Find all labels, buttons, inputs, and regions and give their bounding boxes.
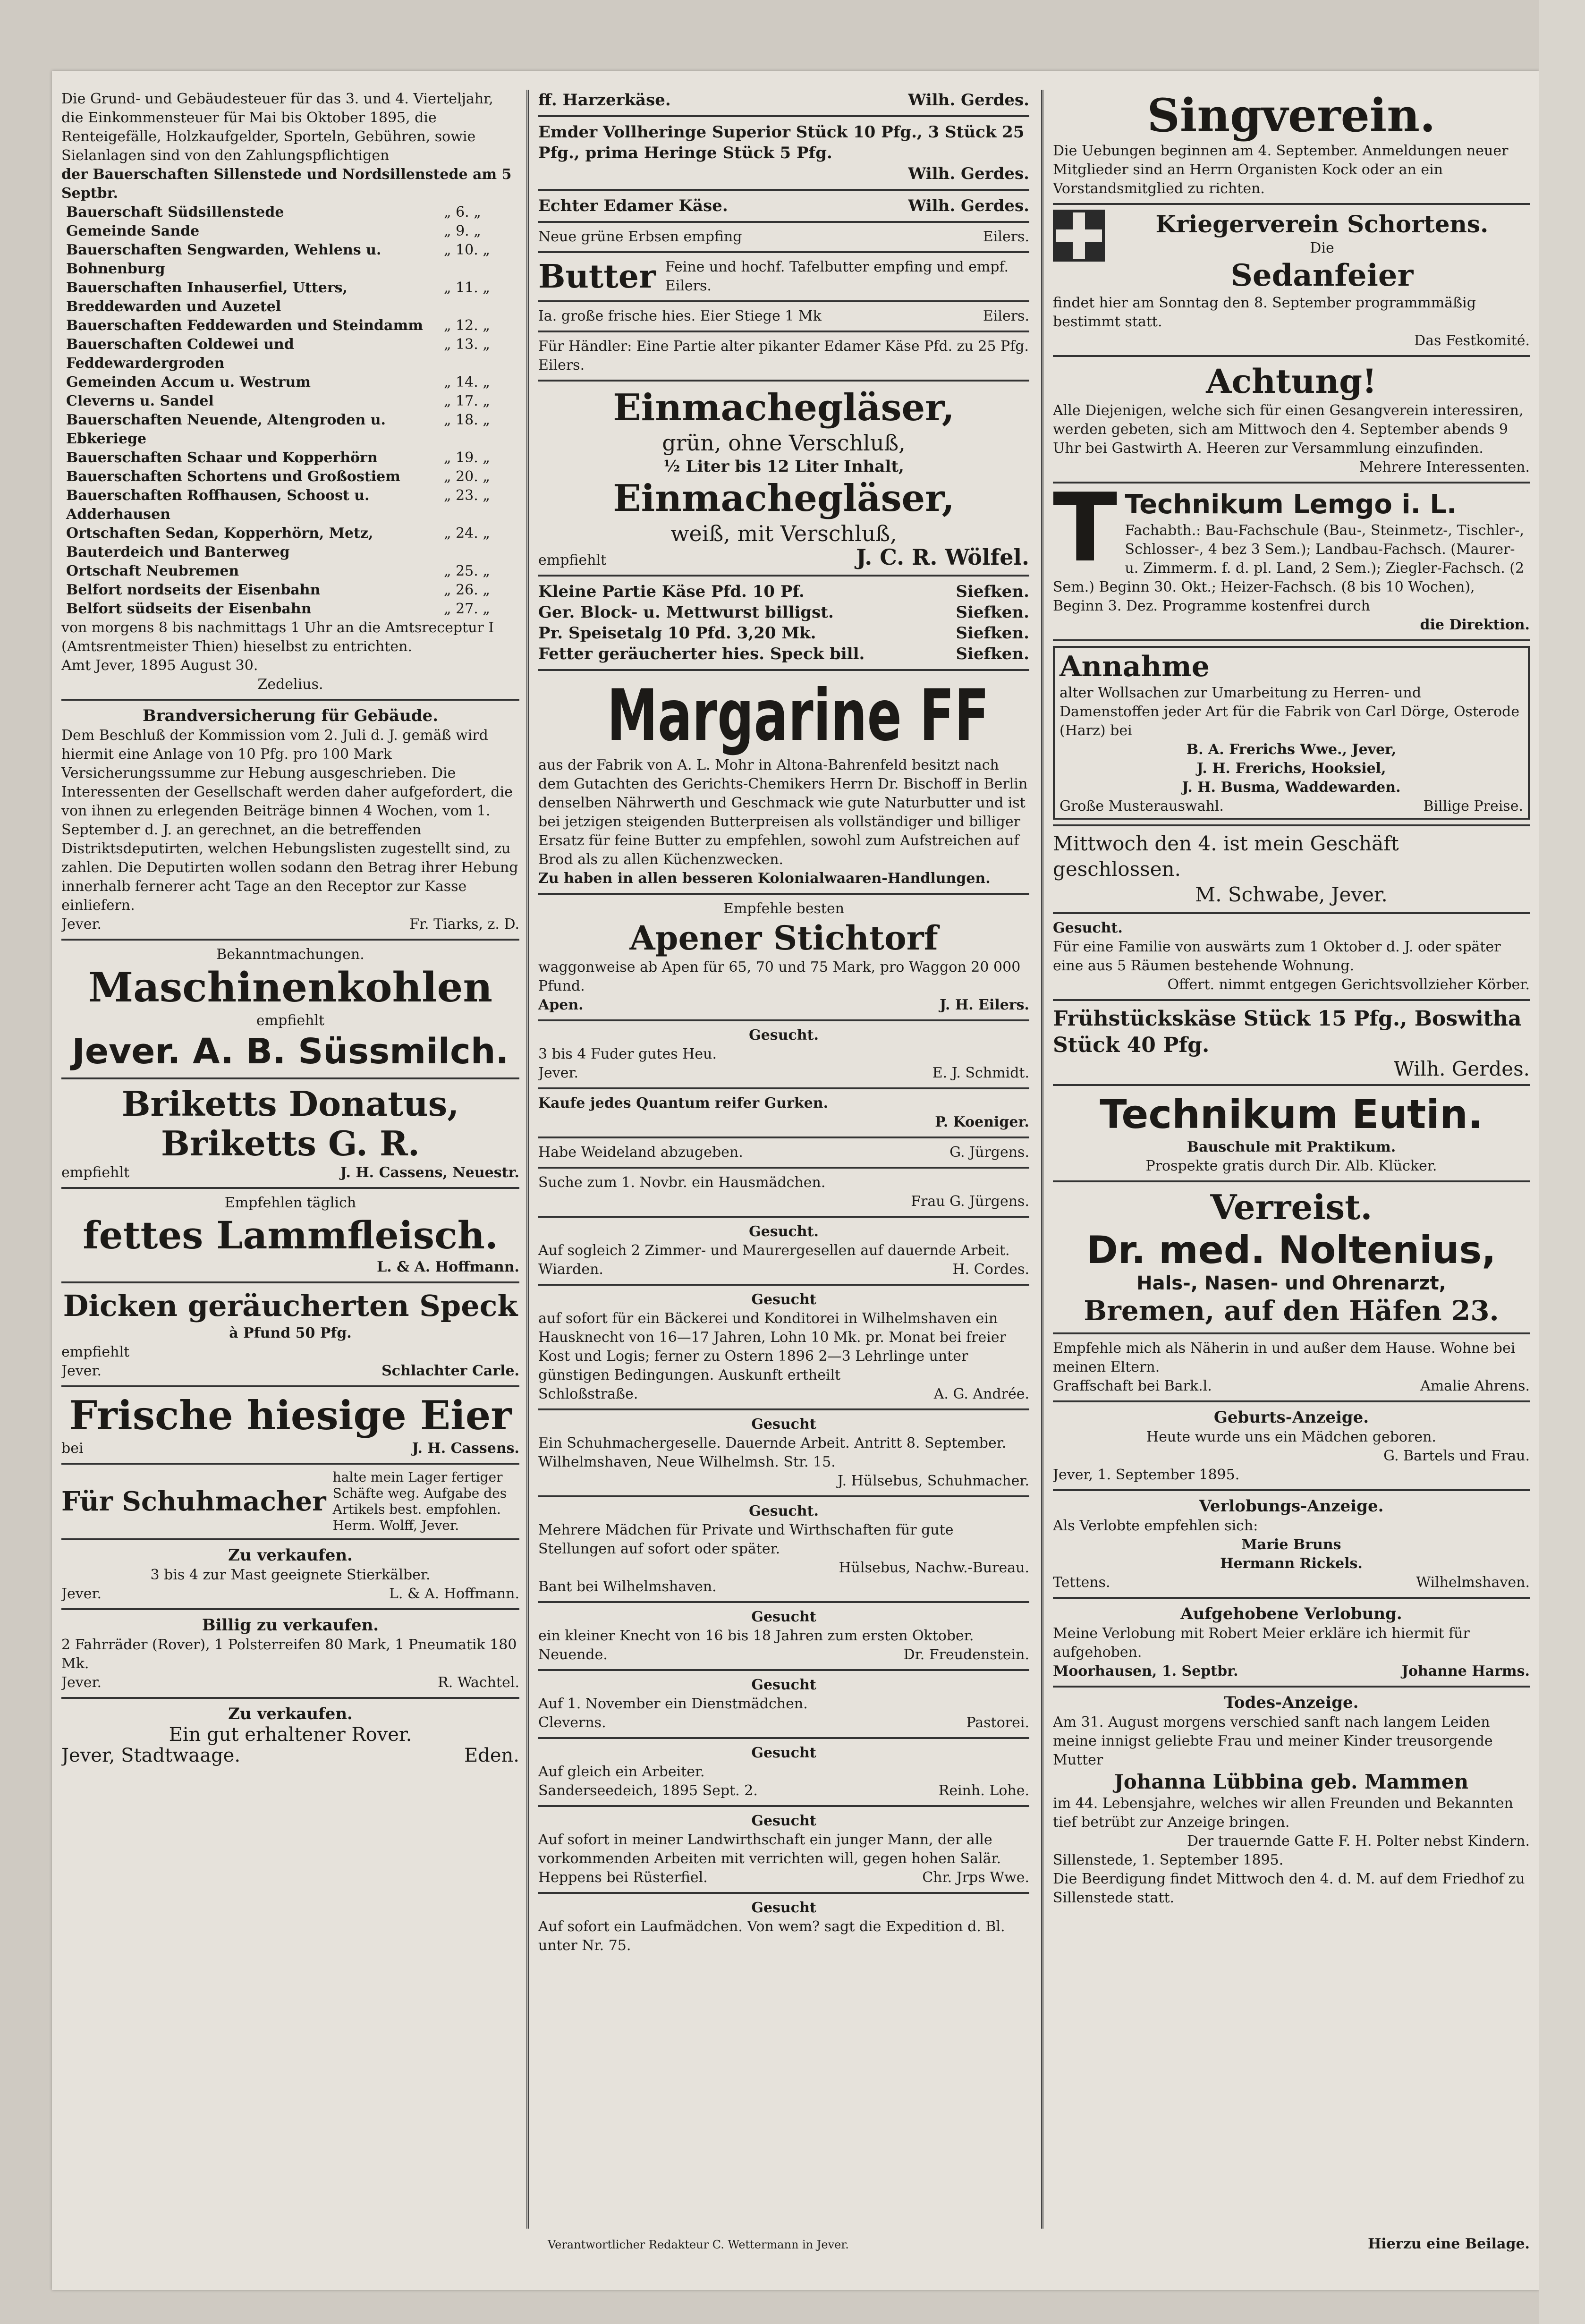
divider — [538, 300, 1029, 302]
brand-place: Jever. — [61, 916, 102, 933]
tax-row-name: Belfort nordseits der Eisenbahn — [66, 582, 321, 598]
krieger-title: Kriegerverein Schortens. — [1155, 210, 1489, 238]
margarine-text: aus der Fabrik von A. L. Mohr in Altona-Bahrenfeld besitzt nach dem Gutachten des Gerichts-Chemikers Herrn Dr. Bischoff in Berlin denselben Nährwerth und Geschmack wie gute Naturbutter und ist bei jetzigen steigenden Butterpreisen als vollständiger und billiger Ersatz für feine Butter zu empfehlen, sowohl zum Aufstreichen auf Brod als zu allen Küchenzwecken. — [538, 757, 1028, 868]
emder-signature: Wilh. Gerdes. — [908, 164, 1029, 183]
tax-outro: von morgens 8 bis nachmittags 1 Uhr an die Amtsreceptur I (Amtsrentmeister Thien) hieselbst zu entrichten. — [61, 619, 494, 655]
haendler-text: Für Händler: Eine Partie alter pikanter Edamer Käse Pfd. zu 25 Pfg. Eilers. — [538, 338, 1029, 373]
divider — [1053, 824, 1530, 826]
divider — [1053, 1084, 1530, 1086]
tax-row — [61, 241, 519, 279]
tax-row — [61, 203, 519, 222]
divider — [1053, 203, 1530, 205]
g6-signature: Dr. Freudenstein. — [903, 1646, 1029, 1663]
tod-text: Am 31. August morgens verschied sanft nach langem Leiden meine innigst geliebte Frau und meiner Kinder treusorgende Mutter — [1053, 1714, 1493, 1768]
g6-place: Neuende. — [538, 1646, 608, 1663]
divider — [538, 1601, 1029, 1603]
tax-row-date: „ 14. „ — [444, 374, 490, 390]
tax-row-date: „ 20. „ — [444, 468, 490, 485]
divider — [538, 1805, 1029, 1807]
tax-row — [61, 392, 519, 411]
masch-firm: Jever. A. B. Süssmilch. — [72, 1031, 509, 1072]
speck-empfiehlt: empfiehlt — [61, 1344, 130, 1360]
aufgehoben-title: Aufgehobene Verlobung. — [1180, 1604, 1402, 1623]
g1-text: 3 bis 4 Fuder gutes Heu. — [538, 1046, 717, 1062]
divider — [538, 221, 1029, 223]
siefken-row — [538, 644, 1029, 664]
divider — [538, 331, 1029, 332]
annahme-foot-left: Große Musterauswahl. — [1059, 798, 1224, 814]
divider — [1053, 1332, 1530, 1334]
tax-intro: Die Grund- und Gebäudesteuer für das 3. und 4. Vierteljahr, die Einkommensteuer für Mai bis Oktober 1895, die Renteigefälle, Holzkaufgelder, Sporteln, Gebühren, sowie Sielanlagen sind von den Zahlungspflichtigen — [61, 91, 493, 164]
masch-title: Maschinenkohlen — [88, 964, 493, 1011]
annahme-dealer-3: J. H. Busma, Waddewarden. — [1182, 779, 1401, 796]
briketts-1: Briketts Donatus, — [121, 1084, 459, 1124]
gurken-text: Kaufe jedes Quantum reifer Gurken. — [538, 1095, 829, 1111]
tax-row-name: Gemeinden Accum u. Westrum — [66, 374, 311, 390]
brand-title: Brandversicherung für Gebäude. — [142, 706, 439, 725]
tax-row — [61, 279, 519, 316]
divider — [61, 1077, 519, 1079]
verk1-text: 3 bis 4 zur Mast geeignete Stierkälber. — [150, 1567, 431, 1583]
verlobung-text: Als Verlobte empfehlen sich: — [1053, 1518, 1258, 1534]
divider — [61, 1187, 519, 1189]
divider — [538, 893, 1029, 895]
aufgehoben-signature: Johanne Harms. — [1401, 1663, 1530, 1679]
lemgo-initial-glyph: T — [1053, 488, 1118, 583]
verk2-signature: Eden. — [464, 1745, 519, 1766]
briketts-2: Briketts G. R. — [161, 1123, 420, 1163]
siefken-item: Fetter geräucherter hies. Speck bill. — [538, 645, 865, 663]
g7-text: Auf 1. November ein Dienstmädchen. — [538, 1696, 808, 1712]
geburt-date: Jever, 1. September 1895. — [1053, 1467, 1240, 1483]
g3-signature: A. G. Andrée. — [933, 1386, 1029, 1402]
tax-row-date: „ 9. „ — [444, 223, 481, 239]
g3-place: Schloßstraße. — [538, 1386, 638, 1402]
einmache-sub-1: grün, ohne Verschluß, — [662, 430, 906, 456]
tax-row-name: Bauerschaften Feddewarden und Steindamm — [66, 317, 423, 334]
schwabe-signature: M. Schwabe, Jever. — [1195, 883, 1388, 906]
tax-row-name: Bauerschaft Südsillenstede — [66, 204, 284, 221]
g1-title: Gesucht. — [749, 1027, 819, 1043]
geburt-title: Geburts-Anzeige. — [1213, 1408, 1369, 1427]
g2-signature: H. Cordes. — [952, 1261, 1029, 1278]
page-edge — [1539, 0, 1585, 2324]
geburt-signature: G. Bartels und Frau. — [1383, 1448, 1530, 1464]
suche-text: Suche zum 1. Novbr. ein Hausmädchen. — [538, 1174, 826, 1191]
tax-row — [61, 222, 519, 241]
divider — [1053, 912, 1530, 914]
eier-bei: bei — [61, 1440, 84, 1457]
divider — [1053, 1686, 1530, 1688]
divider — [538, 575, 1029, 577]
g9-signature: Chr. Jrps Wwe. — [922, 1869, 1029, 1886]
verk1-title: Zu verkaufen. — [228, 1546, 353, 1565]
brand-text: Dem Beschluß der Kommission vom 2. Juli d. J. gemäß wird hiermit eine Anlage von 10 Pfg. pro 100 Mark Versicherungssumme zur Hebung ausgeschrieben. Die Interessenten der Gesellschaft werden daher aufgefordert, die von ihnen zu erlegenden Beiträge binnen 4 Wochen, vom 1. September d. J. an gerechnet, an die betreffenden Distriktsdeputirten, welchen Hebungslisten zugestellt sind, zu zahlen. Die Deputirten wollen sodann den Betrag ihrer Hebung innerhalb fernerer acht Tage an den Receptor zur Kasse einliefern. — [61, 727, 518, 914]
verlobung-name-2: Hermann Rickels. — [1220, 1555, 1363, 1572]
tax-row-name: Bauerschaften Neuende, Altengroden u. Ebkeriege — [66, 412, 386, 447]
beilage-note: Hierzu eine Beilage. — [1368, 2236, 1530, 2252]
erbsen-signature: Eilers. — [983, 229, 1029, 245]
tax-row-name: Bauerschaften Sengwarden, Wehlens u. Bohnenburg — [66, 242, 381, 277]
divider — [61, 1281, 519, 1283]
tax-row-date: „ 10. „ — [444, 242, 490, 258]
torf-title: Apener Stichtorf — [629, 918, 938, 958]
g10-title: Gesucht — [751, 1900, 816, 1916]
tax-row — [61, 316, 519, 335]
verk2-line: Ein gut erhaltener Rover. — [169, 1724, 412, 1746]
divider — [538, 1737, 1029, 1739]
noltenius-sub: Hals-, Nasen- und Ohrenarzt, — [1136, 1272, 1446, 1294]
g8-signature: Reinh. Lohe. — [938, 1782, 1029, 1799]
g8-title: Gesucht — [751, 1745, 816, 1761]
lamm-pre: Empfehlen täglich — [224, 1195, 356, 1211]
torf-text: waggonweise ab Apen für 65, 70 und 75 Mark, pro Waggon 20 000 Pfund. — [538, 959, 1021, 994]
g6-text: ein kleiner Knecht von 16 bis 18 Jahren zum ersten Oktober. — [538, 1628, 974, 1644]
tax-signature: Zedelius. — [257, 676, 323, 693]
aufgehoben-place: Moorhausen, 1. Septbr. — [1053, 1663, 1238, 1679]
aufgehoben-text: Meine Verlobung mit Robert Meier erkläre ich hiermit für aufgehoben. — [1053, 1625, 1470, 1661]
tod-name: Johanna Lübbina geb. Mammen — [1114, 1770, 1469, 1793]
g4-title: Gesucht — [751, 1416, 816, 1433]
fruh-text: Frühstückskäse Stück 15 Pfg., Boswitha Stück 40 Pfg. — [1053, 1007, 1522, 1057]
bekannt-heading: Bekanntmachungen. — [216, 946, 364, 963]
g3-title: Gesucht — [751, 1291, 816, 1308]
sedan-signature: Das Festkomité. — [1414, 332, 1530, 349]
tax-row — [61, 449, 519, 467]
sing-text: Die Uebungen beginnen am 4. September. Anmeldungen neuer Mitglieder sind an Herrn Organisten Kock oder an ein Vorstandsmitglied zu richten. — [1053, 143, 1509, 197]
tod-funeral: Die Beerdigung findet Mittwoch den 4. d. M. auf dem Friedhof zu Sillenstede statt. — [1053, 1871, 1525, 1906]
weide-signature: G. Jürgens. — [949, 1144, 1029, 1161]
siefken-row — [538, 602, 1029, 623]
annahme-dealer-2: J. H. Frerichs, Hooksiel, — [1196, 760, 1386, 777]
torf-signature: J. H. Eilers. — [940, 997, 1029, 1013]
g5-address: Bant bei Wilhelmshaven. — [538, 1578, 717, 1595]
divider — [1053, 482, 1530, 483]
tax-row-name: Cleverns u. Sandel — [66, 393, 214, 409]
g1-signature: E. J. Schmidt. — [932, 1065, 1029, 1081]
ahrens-place: Graffschaft bei Bark.l. — [1053, 1378, 1212, 1394]
schuh-text: halte mein Lager fertiger Schäfte weg. Aufgabe des Artikels best. empfohlen. Herm. Wolff, Jever. — [332, 1469, 507, 1533]
tax-row — [61, 524, 519, 562]
tod-date: Sillenstede, 1. September 1895. — [1053, 1852, 1284, 1868]
g7-title: Gesucht — [751, 1677, 816, 1693]
divider — [538, 189, 1029, 191]
divider — [61, 939, 519, 941]
divider — [538, 669, 1029, 671]
divider — [538, 1892, 1029, 1894]
siefken-signature: Siefken. — [956, 624, 1029, 643]
tax-row-date: „ 11. „ — [444, 280, 490, 296]
achtung-text: Alle Diejenigen, welche sich für einen Gesangverein interessiren, werden gebeten, sich am Mittwoch den 4. September abends 9 Uhr bei Gastwirth A. Heeren zur Versammlung einzufinden. — [1053, 402, 1524, 457]
schwabe-text: Mittwoch den 4. ist mein Geschäft geschlossen. — [1053, 832, 1399, 881]
tax-first: der Bauerschaften Sillenstede und Nordsillenstede am 5 Septbr. — [61, 166, 512, 202]
iron-cross-icon — [1053, 210, 1105, 262]
tax-row-name: Bauerschaften Roffhausen, Schoost u. Adderhausen — [66, 487, 370, 523]
torf-place: Apen. — [538, 997, 584, 1013]
siefken-item: Ger. Block- u. Mettwurst billigst. — [538, 603, 834, 622]
masch-empfiehlt: empfiehlt — [256, 1012, 325, 1029]
tax-date: Amt Jever, 1895 August 30. — [61, 657, 258, 674]
tax-row-date: „ 12. „ — [444, 317, 490, 334]
annahme-foot-right: Billige Preise. — [1423, 798, 1523, 814]
verlobung-place-2: Wilhelmshaven. — [1416, 1574, 1530, 1591]
divider — [61, 1385, 519, 1387]
krieger-die: Die — [1310, 240, 1334, 256]
editor-line: Verantwortlicher Redakteur C. Wettermann in Jever. — [548, 2238, 849, 2251]
einmache-empfiehlt: empfiehlt — [538, 552, 607, 568]
divider — [61, 1538, 519, 1540]
brand-signature: Fr. Tiarks, z. D. — [409, 916, 519, 933]
g2-text: Auf sogleich 2 Zimmer- und Maurergesellen auf dauernde Arbeit. — [538, 1242, 1010, 1259]
verlobung-title: Verlobungs-Anzeige. — [1199, 1497, 1384, 1516]
tax-row — [61, 335, 519, 373]
divider — [538, 251, 1029, 253]
divider — [538, 1669, 1029, 1671]
einmache-title-2: Einmachegläser, — [613, 477, 955, 520]
lamm-title: fettes Lammfleisch. — [83, 1213, 498, 1257]
siefken-row — [538, 623, 1029, 644]
speck-place: Jever. — [61, 1363, 102, 1379]
tax-row-name: Bauerschaften Coldewei und Feddewardergroden — [66, 336, 294, 372]
g3-text: auf sofort für ein Bäckerei und Konditorei in Wilhelmshaven ein Hausknecht von 16—17 Jahren, Lohn 10 Mk. pr. Monat bei freier Kost und Logis; ferner zu Ostern 1896 2—3 Lehrlinge unter günstigen Bedingungen. Auskunft ertheilt — [538, 1310, 1006, 1383]
tax-row-date: „ 17. „ — [444, 393, 490, 409]
lemgo-text: Fachabth.: Bau-Fachschule (Bau-, Steinmetz-, Tischler-, Schlosser-, 4 bez 3 Sem.); Landbau-Fachsch. (Maurer- u. Zimmerm. f. d. pl. Land, 2 Sem.); Ziegler-Fachsch. (2 Sem.) Beginn 30. Okt.; Heizer-Fachsch. (8 bis 10 Wochen), Beginn 3. Dez. Programme kostenfrei durch — [1053, 522, 1525, 614]
g7-signature: Pastorei. — [966, 1714, 1029, 1731]
lamm-signature: L. & A. Hoffmann. — [377, 1259, 519, 1275]
noltenius-city: Bremen, auf den Häfen 23. — [1084, 1295, 1499, 1327]
divider — [538, 1408, 1029, 1410]
tax-row-date: „ 6. „ — [444, 204, 481, 221]
fam-text: Für eine Familie von auswärts zum 1 Oktober d. J. oder später eine aus 5 Räumen bestehende Wohnung. — [1053, 939, 1501, 974]
divider — [1053, 639, 1530, 641]
g8-place: Sanderseedeich, 1895 Sept. 2. — [538, 1782, 758, 1799]
achtung-signature: Mehrere Interessenten. — [1359, 459, 1530, 475]
verreist-title: Verreist. — [1210, 1187, 1373, 1227]
page-footer — [548, 2236, 1530, 2252]
gurken-signature: P. Koeniger. — [935, 1114, 1029, 1130]
tax-row — [61, 467, 519, 486]
divider — [538, 1495, 1029, 1497]
verlobung-name-1: Marie Bruns — [1241, 1536, 1341, 1553]
tax-row — [61, 373, 519, 392]
eier-signature: J. H. Cassens. — [412, 1440, 519, 1457]
butter-text: Feine und hochf. Tafelbutter empfing und empf. Eilers. — [665, 259, 1009, 294]
annahme-dealer-1: B. A. Frerichs Wwe., Jever, — [1186, 741, 1397, 758]
sedan-text: findet hier am Sonntag den 8. September programmmäßig bestimmt statt. — [1053, 295, 1476, 330]
torf-pre: Empfehle besten — [723, 900, 845, 917]
g4-signature: J. Hülsebus, Schuhmacher. — [837, 1473, 1029, 1489]
annahme-box — [1053, 646, 1530, 820]
tax-row-name: Gemeinde Sande — [66, 223, 200, 239]
noltenius-title: Dr. med. Noltenius, — [1086, 1228, 1496, 1272]
tax-row — [61, 411, 519, 449]
tax-schedule — [61, 203, 519, 619]
suche-signature: Frau G. Jürgens. — [911, 1193, 1029, 1210]
achtung-title: Achtung! — [1206, 362, 1377, 401]
sing-title: Singverein. — [1147, 90, 1436, 142]
g5-signature: Hülsebus, Nachw.-Bureau. — [839, 1560, 1029, 1576]
tax-row-date: „ 18. „ — [444, 412, 490, 428]
g5-title: Gesucht. — [749, 1503, 819, 1519]
verlobung-place-1: Tettens. — [1053, 1574, 1110, 1591]
einmache-title-1: Einmachegläser, — [613, 386, 955, 429]
divider — [1053, 1597, 1530, 1599]
fam-title: Gesucht. — [1053, 920, 1123, 936]
verk1-place: Jever. — [61, 1586, 102, 1602]
g9-text: Auf sofort in meiner Landwirthschaft ein junger Mann, der alle vorkommenden Arbeiten mit verrichten will, gegen hohen Salär. — [538, 1832, 1001, 1867]
schuh-title: Für Schuhmacher — [61, 1486, 326, 1517]
geburt-text: Heute wurde uns ein Mädchen geboren. — [1146, 1429, 1436, 1445]
tax-row — [61, 486, 519, 524]
verk1-signature: L. & A. Hoffmann. — [389, 1586, 519, 1602]
speck-signature: Schlachter Carle. — [381, 1363, 519, 1379]
lemgo-title: Technikum Lemgo i. L. — [1125, 489, 1457, 520]
column-rule — [526, 90, 529, 2229]
verk2-place: Jever, Stadtwaage. — [61, 1745, 241, 1766]
divider — [61, 1608, 519, 1610]
tax-row-name: Bauerschaften Schaar und Kopperhörn — [66, 450, 378, 466]
tod-signature: Der trauernde Gatte F. H. Polter nebst Kindern. — [1187, 1833, 1530, 1849]
divider — [538, 1167, 1029, 1169]
einmache-size: ½ Liter bis 12 Liter Inhalt, — [663, 457, 904, 476]
divider — [1053, 1489, 1530, 1491]
g10-text: Auf sofort ein Laufmädchen. Von wem? sagt die Expedition d. Bl. unter Nr. 75. — [538, 1918, 1005, 1954]
edamer-text: Echter Edamer Käse. — [538, 196, 728, 215]
tax-row-date: „ 23. „ — [444, 487, 490, 504]
g5-text: Mehrere Mädchen für Private und Wirthschaften für gute Stellungen auf sofort oder später. — [538, 1522, 954, 1557]
eutin-text: Prospekte gratis durch Dir. Alb. Klücker. — [1145, 1158, 1437, 1174]
divider — [61, 1697, 519, 1699]
tax-row-name: Ortschaft Neubremen — [66, 563, 239, 579]
tax-row-name: Ortschaften Sedan, Kopperhörn, Metz, Bauterdeich und Banterweg — [66, 525, 373, 560]
eier-signature: Eilers. — [983, 308, 1029, 324]
g4-text: Ein Schuhmachergeselle. Dauernde Arbeit. Antritt 8. September. — [538, 1435, 1007, 1451]
tax-row — [61, 581, 519, 600]
tod-text-2: im 44. Lebensjahre, welches wir allen Freunden und Bekannten tief betrübt zur Anzeige bringen. — [1053, 1795, 1513, 1831]
divider — [61, 699, 519, 701]
siefken-item: Pr. Speisetalg 10 Pfd. 3,20 Mk. — [538, 624, 816, 643]
margarine-title: Margarine FF — [607, 675, 989, 757]
tax-row-date: „ 27. „ — [444, 601, 490, 617]
butter-title: Butter — [538, 258, 656, 296]
tax-row-name: Belfort südseits der Eisenbahn — [66, 601, 312, 617]
emder-text: Emder Vollheringe Superior Stück 10 Pfg., 3 Stück 25 Pfg., prima Heringe Stück 5 Pfg. — [538, 123, 1025, 162]
margarine-note: Zu haben in allen besseren Kolonialwaaren-Handlungen. — [538, 870, 991, 887]
siefken-item: Kleine Partie Käse Pfd. 10 Pf. — [538, 582, 805, 601]
divider — [538, 1216, 1029, 1218]
tod-title: Todes-Anzeige. — [1224, 1693, 1359, 1712]
column-3 — [1053, 90, 1530, 2271]
divider — [61, 1463, 519, 1465]
g9-title: Gesucht — [751, 1813, 816, 1829]
g4-address: Wilhelmshaven, Neue Wilhelmsh. Str. 15. — [538, 1454, 836, 1470]
eutin-title: Technikum Eutin. — [1100, 1091, 1483, 1137]
g2-title: Gesucht. — [749, 1223, 819, 1240]
tax-row-date: „ 13. „ — [444, 336, 490, 353]
tax-row-name: Bauerschaften Inhauserfiel, Utters, Breddewarden und Auzetel — [66, 280, 348, 315]
column-rule — [1041, 90, 1043, 2229]
briketts-signature: J. H. Cassens, Neuestr. — [340, 1164, 519, 1181]
edamer-signature: Wilh. Gerdes. — [908, 196, 1029, 215]
tax-row-name: Bauerschaften Schortens und Großostiem — [66, 468, 400, 485]
tax-row — [61, 562, 519, 581]
harz-text: ff. Harzerkäse. — [538, 91, 671, 110]
divider — [1053, 1400, 1530, 1402]
column-2 — [538, 90, 1029, 2271]
verk2-title: Zu verkaufen. — [228, 1705, 353, 1723]
tax-row — [61, 600, 519, 619]
erbsen-text: Neue grüne Erbsen empfing — [538, 229, 742, 245]
divider — [538, 1284, 1029, 1286]
newspaper-page — [52, 71, 1539, 2290]
divider — [1053, 355, 1530, 357]
sedan-title: Sedanfeier — [1230, 258, 1414, 293]
billig-title: Billig zu verkaufen. — [202, 1616, 379, 1635]
eier-text: Ia. große frische hies. Eier Stiege 1 Mk — [538, 308, 822, 324]
lemgo-signature: die Direktion. — [1420, 617, 1530, 633]
column-1 — [61, 90, 519, 2271]
divider — [538, 380, 1029, 382]
tax-row-date: „ 24. „ — [444, 525, 490, 542]
fam-signature: Offert. nimmt entgegen Gerichtsvollzieher Körber. — [1167, 976, 1530, 993]
divider — [538, 1137, 1029, 1138]
briketts-empfiehlt: empfiehlt — [61, 1164, 130, 1181]
divider — [1053, 999, 1530, 1001]
siefken-signature: Siefken. — [956, 582, 1029, 601]
speck-title: Dicken geräucherten Speck — [63, 1289, 518, 1323]
speck-price: à Pfund 50 Pfg. — [229, 1325, 352, 1341]
fruh-signature: Wilh. Gerdes. — [1393, 1057, 1530, 1080]
billig-text: 2 Fahrräder (Rover), 1 Polsterreifen 80 Mark, 1 Pneumatik 180 Mk. — [61, 1637, 517, 1672]
divider — [538, 1019, 1029, 1021]
g6-title: Gesucht — [751, 1609, 816, 1625]
einmache-sub-2: weiß, mit Verschluß, — [670, 521, 897, 546]
tax-row-date: „ 25. „ — [444, 563, 490, 579]
g7-place: Cleverns. — [538, 1714, 606, 1731]
eier-title: Frische hiesige Eier — [69, 1392, 512, 1439]
tax-row-date: „ 26. „ — [444, 582, 490, 598]
billig-place: Jever. — [61, 1674, 102, 1691]
ahrens-text: Empfehle mich als Näherin in und außer dem Hause. Wohne bei meinen Eltern. — [1053, 1340, 1516, 1375]
tax-row-date: „ 19. „ — [444, 450, 490, 466]
einmache-signature: J. C. R. Wölfel. — [856, 544, 1029, 570]
annahme-text: alter Wollsachen zur Umarbeitung zu Herren- und Damenstoffen jeder Art für die Fabrik von Carl Dörge, Osterode (Harz) bei — [1059, 685, 1520, 739]
siefken-signature: Siefken. — [956, 603, 1029, 622]
harz-signature: Wilh. Gerdes. — [908, 91, 1029, 110]
divider — [538, 1087, 1029, 1089]
eutin-sub: Bauschule mit Praktikum. — [1187, 1139, 1396, 1155]
divider — [538, 115, 1029, 117]
billig-signature: R. Wachtel. — [438, 1674, 519, 1691]
weide-text: Habe Weideland abzugeben. — [538, 1144, 743, 1161]
g2-place: Wiarden. — [538, 1261, 603, 1278]
g8-text: Auf gleich ein Arbeiter. — [538, 1764, 705, 1780]
siefken-row — [538, 581, 1029, 602]
siefken-signature: Siefken. — [956, 645, 1029, 663]
g9-place: Heppens bei Rüsterfiel. — [538, 1869, 708, 1886]
divider — [1053, 1180, 1530, 1182]
g1-place: Jever. — [538, 1065, 579, 1081]
ahrens-signature: Amalie Ahrens. — [1420, 1378, 1530, 1394]
annahme-title: Annahme — [1059, 650, 1210, 683]
siefken-list — [538, 581, 1029, 664]
